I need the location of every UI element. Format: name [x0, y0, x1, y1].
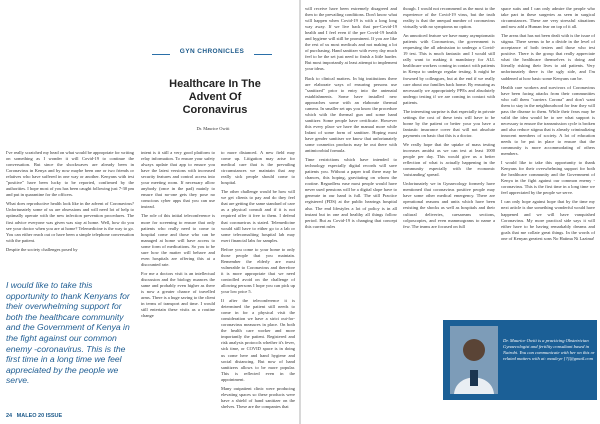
paragraph: Despite the society challenges posed by: [6, 246, 78, 252]
page-number: 24: [6, 413, 13, 419]
pull-quote: I would like to take this opportunity to thank Kenyans for their overwhelming support for both the healthcare community and the Government of Kenya in the fight against our common enemy -coronavirus. This is the first time in a long time we feel appreciated by the people we serve.: [6, 280, 130, 386]
paragraph: I've really scratched my head on what would be appropriate for writing on something as I wonder it will Covid-19 to continue the conversation. But since the shockwaves are already been in Coronavirus in Kenya and by now maybe been one or two friends or relatives who have suffered in one way or another. Kenyans with test "positive" have been lucky to be reported, confirmed by the authorities. I hope most of you has been caught following just 7-30 pm and put in quarantine for the officers.: [6, 150, 134, 198]
paragraph: What does reproductive health look like in the advent of Coronavirus? Unfortunately some of us are obsessions and will need lot of help to optimally operate with the new infection prevention procedures. The first advice everyone was given was stay at home. Well, how do you see your doctor when you are at home? Telemedicine is the way to go. You can either reach out or have been a simple telephone conversation with the patient.: [6, 201, 134, 243]
article-byline: Dr. Maurice Owiti: [196, 126, 230, 131]
article-title: Healthcare In The Advent Of Coronavirus: [169, 78, 261, 116]
column-1: [6, 150, 134, 274]
paragraph: For me a doctors visit is an intellectual discussion and the biology nuances the same and probably even higher as there is now a greater chance of travelled arms. There is a huge saving to the client in terms of transport and time. I would still entertain these visits as a routine change: [141, 270, 215, 319]
paragraph: to more distanced. A new field may come up. Litigation may arise for medical care that is the prevailing circumstances we maintain that any really sick people should come to hospital.: [221, 150, 295, 186]
header-rule-right: [254, 54, 272, 55]
paragraph: The other challenge would be how will we get clients to pay and do they feel that are getting the same standard of care as a physical consult and if it is not required offer it free to them. I defend that coronavirus is stated. Telemedicine would still have to either go to a lab or some teleconsulting hospital lab may exert financial labs for samples.: [221, 189, 295, 243]
paragraph: will receive have been extremely disagreed and then to the prevailing conditions. Don't know what will happen when Covid-19 is with a long long way away. If we live back that pre-Covid-19 health and I feel even if the pre Covid-19 health and hygiene will still be prominent. If you are like the rest of us most medicals and not making a lot of purchasing. Hand sanitizer with every day much feel to be the set just need to finish a little harder. But most importantly at least attempt to implement your ideas.: [305, 6, 397, 72]
paragraph: The role of this initial teleconference is more for screening to ensure that only patients who really need to come to hospital come and those who can be managed at home will have access to some form of medications. So you to be sure how the matter will behave and even hospitals are offering this at a discounted rate.: [141, 213, 215, 267]
page-footer: [6, 413, 62, 419]
paragraph: space suits and I can only admire the people who take part in these surgeries as seen in surgical circumstances. These are very stressful situations and now add a Human fear on top of it all.: [501, 6, 595, 30]
paragraph: If after the teleconference it is determined the patient still needs to come in for a physical visit the consideration we have a strict out-for-coronavirus measures in place. On both the health care worker and more importantly the patient. Registered and risk analysis protocols whether it's fever, sick time, or COVID space is in doing us come here and hand hygiene and social distancing. But now of hand sanitizers allows to be more popular. This is reflected even in the appointment.: [221, 298, 295, 382]
column-6: [501, 6, 595, 314]
author-bio-text: Dr. Maurice Owiti is a practicing Obstetrician Gynaecologist and fertility consultant based in Nairobi. You can communicate with her on this or related matters with at: mauleye [?]@gmail.com: [503, 338, 595, 361]
column-3: [221, 150, 295, 409]
paragraph: Health care workers and survivors of Coronavirus have been facing attacks from their communities who call them "carriers Corona" and don't want them to stay in the neighbourhood for fear they will pass the disease to them. While their fears may be valid the idea would be to see what support is necessary to ensure the transmission cycle is broken and also reduce stigma that is already criminalizing innocent members of society. A lot of education needs to be put in place to ensure that the community is more accommodating of others members.: [501, 84, 595, 157]
section-header: GYN CHRONICLES: [179, 48, 245, 55]
paragraph: The interesting surprise is that especially in private settings the cost of these tests will have to be borne by the patient or better your you have a fantastic insurance cover that will not absolute payments on basic that this is a doctor.: [403, 108, 495, 138]
column-2: [141, 150, 215, 400]
paragraph: Unfortunately we in Gynaecology formerly have mentioned that coronavirus positive people may have some other medical emergency. There are operational reasons and units which have been resisting the shocks as well as hospitals and their cultural deliveries, caesareans sections, colposcopies, and even mammograms to name a few. The teams are focused on full: [403, 181, 495, 229]
issue-label: MALEO 20 ISSUE: [16, 413, 63, 419]
paragraph: Time restrictions which have intended to technology especially digital records will save patients you. Without a paper trail there may be chances, this hoping, gravitating on whom the rootine. Regardless ease most people would have never used pensions will be a digital slope have to generate in our hand is full. The still Practice registered (FDS) at the public hearings hospital also. The end lifestyles a lot of policy is in all instant but in one and healthy all things follow period. But as Covid-19 is changing that concept this current rules: [305, 157, 397, 229]
paragraph: Back to clinical matters. In big institutions there are elaborate ways of ensuring persons use "sanitized" prior to entry into the antenatal establishments. Some have installed new approaches some with an elaborate thermal camera. In smaller set ups you know the procedure which with the thermal gun and some hand sanitizer. Some people have certificate. However this every place we have the manual more while Infant of some form of sanitiser. Hoping most have gender sanitiser we know that unfortunately some cosmetics products may be out there with antimicrobial formula.: [305, 75, 397, 154]
author-photo: [450, 326, 498, 394]
paragraph: I would like to take this opportunity to thank Kenyans for their overwhelming support for both the healthcare community and the Government of Kenya in the fight against our common enemy -coronavirus. This is the first time in a long time we feel appreciated by the people we serve.: [501, 160, 595, 196]
paragraph: intent is it still a very good platform to relay information. To ensure your safety always update that app to ensure you have the latest versions with increased security features and control access into your meeting room. If necessary allow anybody (once in the pad) mainly to ensure that no-one gets they pose no conscious cyber apps that you can use instead.: [141, 150, 215, 210]
paragraph: We really hope that the uptake of mass testing increases amidst as we can test at least 1000 people per day. This would give us a better reflection of what is actually happening in the community especially with the economic 'outstanding' spread.: [403, 141, 495, 178]
paragraph: Before you come to your home to only those people that you maintain. Remember the elderly are most vulnerable to Coronavirus and therefore it is more appropriate that we need controlled avoid on the challenge of allowing persons I hope you can pick up your low price 5.: [221, 246, 295, 295]
paragraph: An unnoticed feature we have many asymptomatic patients with Coronavirus, the government is requesting the all admission to undergo a Covid-19 test. This is much fantastic and I would still rally want to making it mandatory for ALL healthcare workers coming in contact with patients in Kenya to undergo regular testing. It might be frowned by colleagues, but at the end if we really care about our families back home. By ensuring as necessarily we appropriately PPEs and absolutely undergo testing if we are coming in contact with patients.: [403, 33, 495, 105]
paragraph: Many outpatient clinic were producing elevating spaces so these products were have a shield of hand sanitizer on the shelves. These are the companies that: [221, 385, 295, 409]
column-4: [305, 6, 397, 402]
paragraph: though. I would not recommend as the most to the experience of the Covid-19 virus, but the truth reality is that the unequal number of coronavirus virtually with no symptoms no option.: [403, 6, 495, 30]
paragraph: The areas that has not been dealt with is the issue of stigma. There seems to be a divide in the level of acceptance of both testers and those who test positive. There is the group that really appreciate what the healthcare themselves is doing and literally risking their lives to aid patients. Very unfortunately there is the ugly side, and I'm saddened at how basic some Kenyans can be.: [501, 33, 595, 81]
paragraph: I can only hope against hope that by the time my next article is due something wonderful would have happened and we will have vanquished Coronavirus. My more practical side says it will either have to be having remarkably dreams and goals that me collate great things. In the words of one of Kenyan greatest sons No Hatima Ni Lazima!: [501, 199, 595, 241]
person-icon: [450, 326, 498, 394]
